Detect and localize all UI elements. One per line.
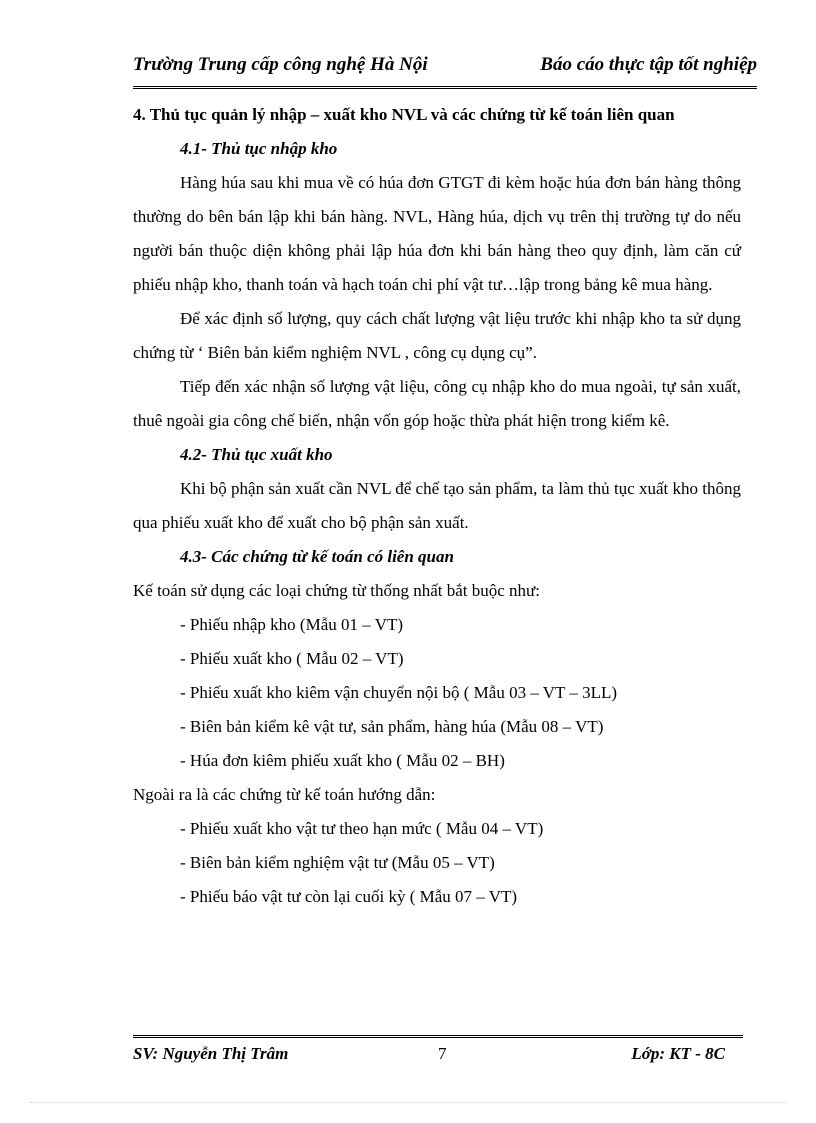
list-item: - Phiếu xuất kho vật tư theo hạn mức ( Mẫu 04 – VT) (180, 819, 544, 838)
list-item: - Húa đơn kiêm phiếu xuất kho ( Mẫu 02 – BH) (180, 751, 505, 770)
paragraph: Tiếp đến xác nhận số lượng vật liệu, công cụ nhập kho do mua ngoài, tự sản xuất, thuê ngoài gia công chế biến, nhận vốn góp hoặc thừa phát hiện trong kiểm kê. (133, 377, 741, 430)
page-footer (133, 1035, 743, 1078)
section-title: 4. Thủ tục quản lý nhập – xuất kho NVL và các chứng từ kế toán liên quan (133, 105, 675, 124)
list-item: - Phiếu xuất kho kiêm vận chuyển nội bộ ( Mẫu 03 – VT – 3LL) (180, 683, 618, 702)
page-number: 7 (438, 1044, 447, 1063)
list-item: - Phiếu báo vật tư còn lại cuối kỳ ( Mẫu 07 – VT) (180, 887, 518, 906)
footer-class: Lớp: KT - 8C (631, 1044, 725, 1063)
list-item: - Biên bản kiểm nghiệm vật tư (Mẫu 05 – VT) (180, 853, 495, 872)
document-body (133, 98, 741, 914)
page-edge-divider (30, 1102, 786, 1103)
guidance-documents-list (133, 812, 741, 914)
header-report-title: Báo cáo thực tập tốt nghiệp (540, 54, 757, 75)
paragraph: Khi bộ phận sản xuất cần NVL để chế tạo sản phẩm, ta làm thủ tục xuất kho thông qua phiếu xuất kho để xuất cho bộ phận sản xuất. (133, 479, 741, 532)
footer-student-name: SV: Nguyễn Thị Trâm (133, 1044, 289, 1063)
header-school-name: Trường Trung cấp công nghệ Hà Nội (133, 54, 428, 75)
page-header (133, 50, 757, 89)
subsection-title-documents: 4.3- Các chứng từ kế toán có liên quan (180, 547, 454, 566)
list-item: - Biên bản kiểm kê vật tư, sản phẩm, hàng húa (Mẫu 08 – VT) (180, 717, 604, 736)
list-item: - Phiếu nhập kho (Mẫu 01 – VT) (180, 615, 404, 634)
list-item: - Phiếu xuất kho ( Mẫu 02 – VT) (180, 649, 404, 668)
paragraph: Hàng húa sau khi mua về có húa đơn GTGT đi kèm hoặc húa đơn bán hàng thông thường do bên bán lập khi bán hàng. NVL, Hàng húa, dịch vụ trên thị trường tự do nếu người bán thuộc diện không phải lập húa đơn khi bán hàng theo quy định, làm căn cứ phiếu nhập kho, thanh toán và hạch toán chi phí vật tư…lập trong bảng kê mua hàng. (133, 173, 741, 294)
subsection-title-export: 4.2- Thủ tục xuất kho (180, 445, 333, 464)
mandatory-documents-list (133, 608, 741, 778)
paragraph: Để xác định số lượng, quy cách chất lượng vật liệu trước khi nhập kho ta sử dụng chứng từ ‘ Biên bản kiểm nghiệm NVL , công cụ dụng cụ”. (133, 309, 741, 362)
guidance-intro: Ngoài ra là các chứng từ kế toán hướng dẫn: (133, 785, 436, 804)
subsection-title-import: 4.1- Thủ tục nhập kho (180, 139, 338, 158)
mandatory-intro: Kế toán sử dụng các loại chứng từ thống nhất bắt buộc như: (133, 581, 540, 600)
